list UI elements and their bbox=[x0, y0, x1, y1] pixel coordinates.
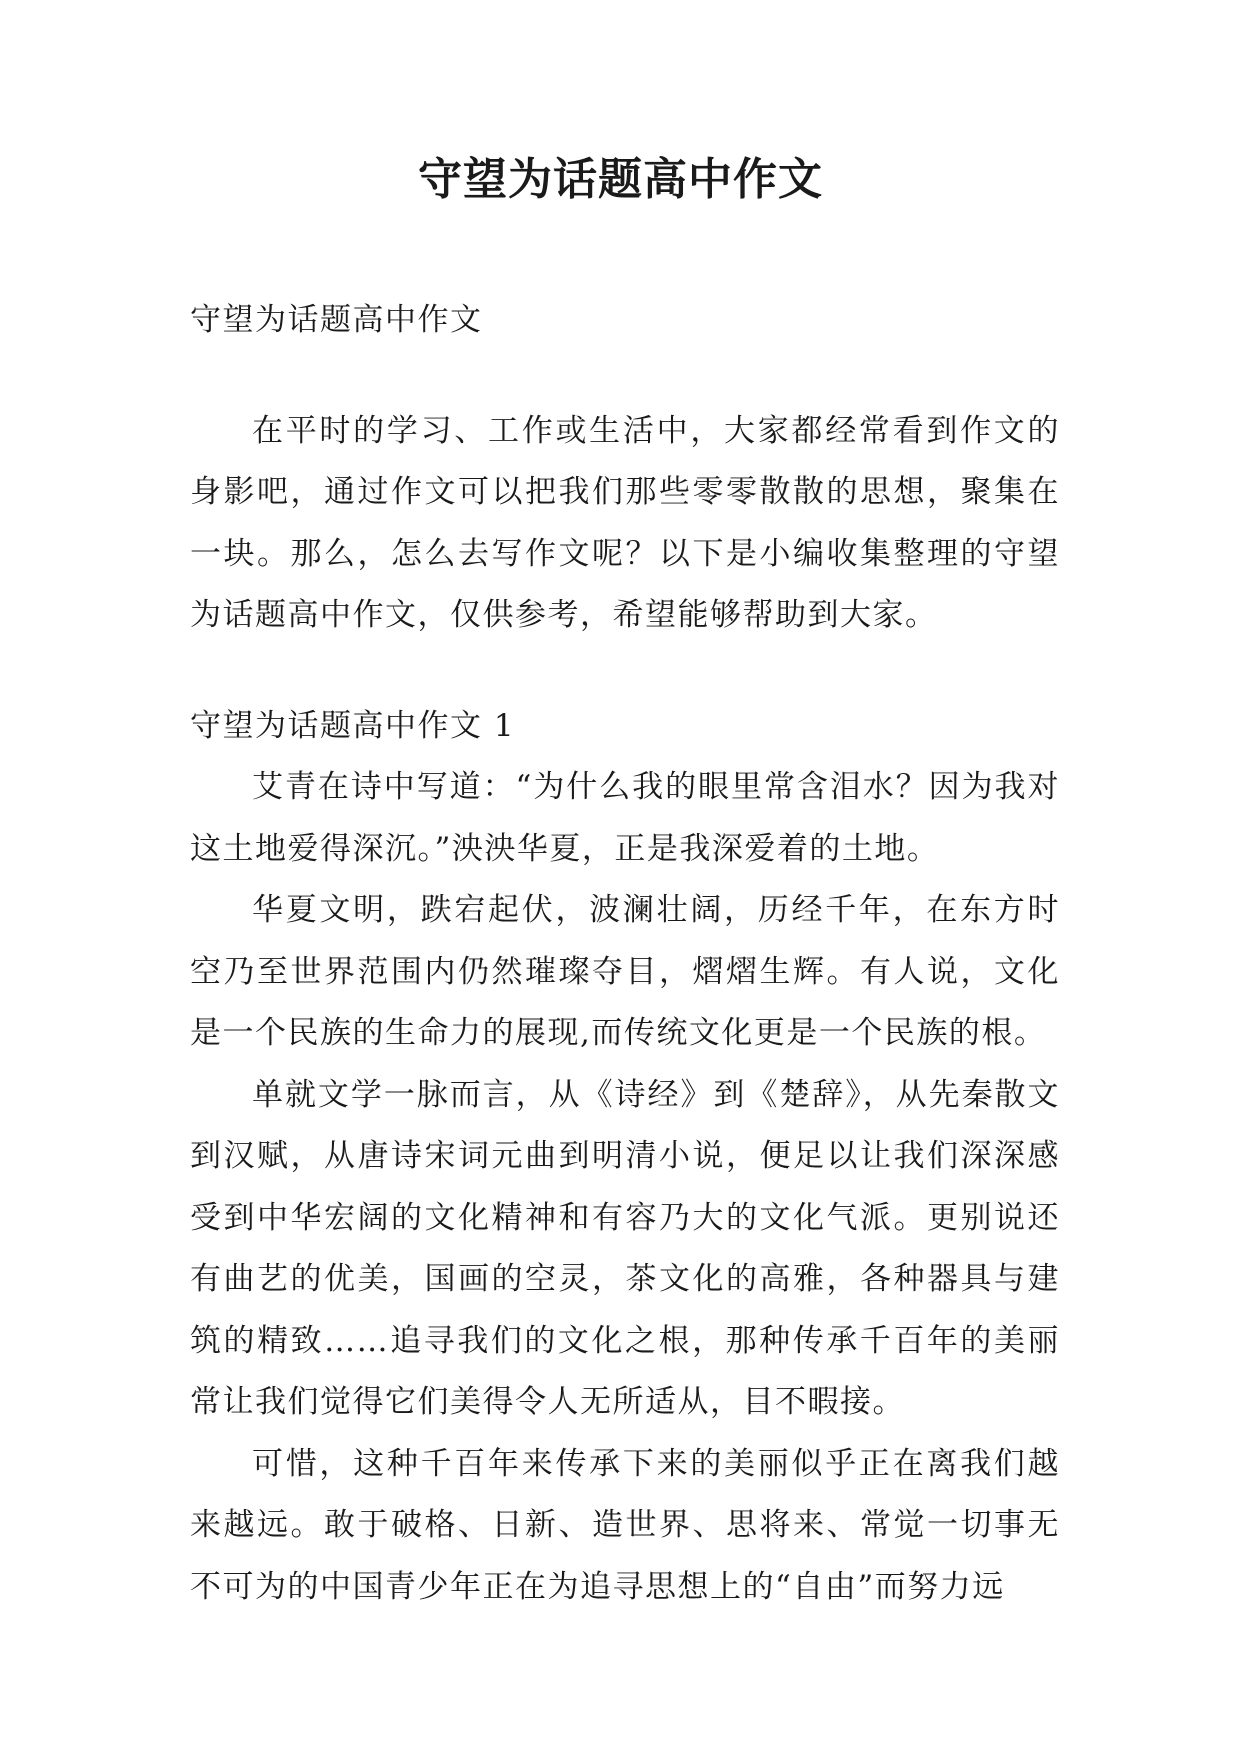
body-paragraph-1: 艾青在诗中写道：“为什么我的眼里常含泪水？因为我对这土地爱得深沉。”泱泱华夏，正是我深爱着的土地。 bbox=[190, 769, 1060, 867]
document-title: 守望为话题高中作文 bbox=[418, 154, 823, 205]
subtitle: 守望为话题高中作文 bbox=[190, 302, 483, 338]
document-body bbox=[190, 290, 1060, 1618]
section-heading: 守望为话题高中作文 1 bbox=[190, 707, 516, 744]
body-paragraph-4: 可惜，这种千百年来传承下来的美丽似乎正在离我们越来越远。敢于破格、日新、造世界、思将来、常觉一切事无不可为的中国青少年正在为追寻思想上的“自由”而努力远 bbox=[190, 1445, 1060, 1605]
intro-paragraph: 在平时的学习、工作或生活中，大家都经常看到作文的身影吧，通过作文可以把我们那些零零散散的思想，聚集在一块。那么，怎么去写作文呢？以下是小编收集整理的守望为话题高中作文，仅供参考，希望能够帮助到大家。 bbox=[190, 412, 1060, 633]
body-paragraph-3: 单就文学一脉而言，从《诗经》到《楚辞》，从先秦散文到汉赋，从唐诗宋词元曲到明清小说，便足以让我们深深感受到中华宏阔的文化精神和有容乃大的文化气派。更别说还有曲艺的优美，国画的空灵，茶文化的高雅，各种器具与建筑的精致……追寻我们的文化之根，那种传承千百年的美丽常让我们觉得它们美得令人无所适从，目不暇接。 bbox=[190, 1076, 1060, 1420]
body-paragraph-2: 华夏文明，跌宕起伏，波澜壮阔，历经千年，在东方时空乃至世界范围内仍然璀璨夺目，熠熠生辉。有人说，文化是一个民族的生命力的展现,而传统文化更是一个民族的根。 bbox=[190, 892, 1060, 1051]
